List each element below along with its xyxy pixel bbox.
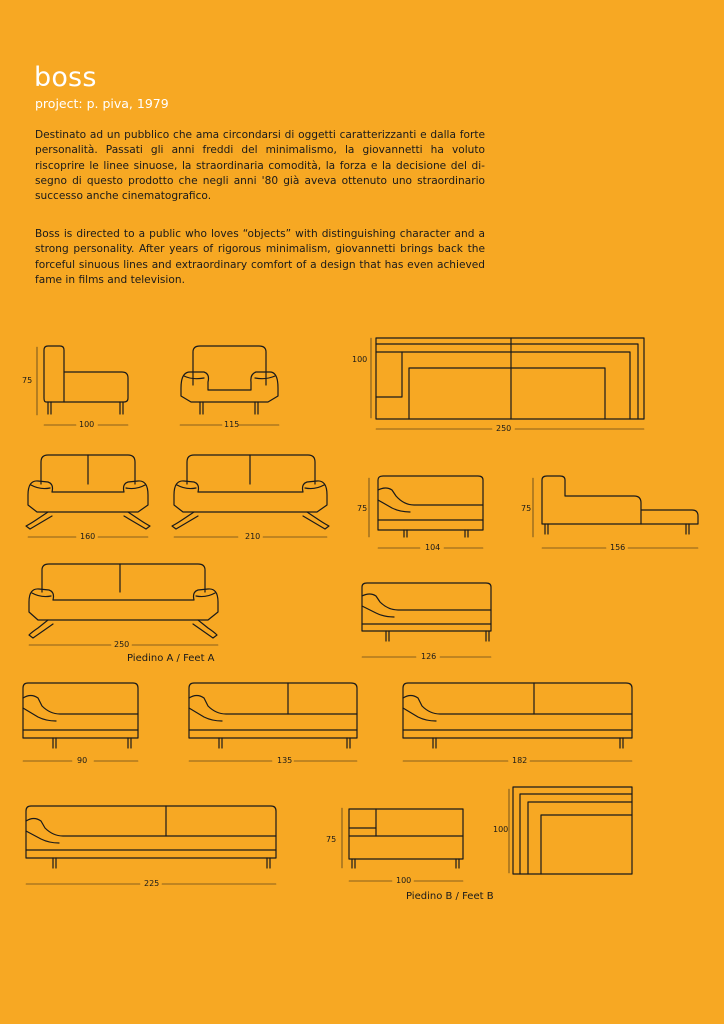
dim-module-156-width: 156	[610, 543, 626, 552]
dim-chaise-top-depth: 100	[352, 355, 368, 364]
dim-armchair-front-width: 115	[224, 420, 240, 429]
dim-module-135-width: 135	[277, 756, 293, 765]
dim-corner-height: 75	[326, 835, 337, 844]
dim-armchair-side-height: 75	[22, 376, 33, 385]
dim-sofa-160-width: 160	[80, 532, 96, 541]
dim-module-104-width: 104	[425, 543, 441, 552]
sofa-250-drawing	[29, 564, 218, 645]
dim-module-182-width: 182	[512, 756, 528, 765]
armchair-side-drawing	[37, 346, 128, 425]
description-english: Boss is directed to a public who loves “objects” with distinguishing character and a strong personality. After years of rigorous minimalism, giovannetti brings back the forceful sinuous lines and extraordinary comfort of a design that has even achieved fame in films and television.	[35, 228, 485, 286]
module-126-drawing	[362, 583, 491, 657]
module-104-drawing	[369, 476, 483, 548]
dim-sofa-250-width: 250	[114, 640, 130, 649]
sofa-210-drawing	[172, 455, 329, 537]
sofa-160-drawing	[26, 455, 150, 537]
chaise-top-drawing	[371, 338, 644, 429]
caption-feet-a: Piedino A / Feet A	[127, 653, 215, 664]
dim-sofa-210-width: 210	[245, 532, 261, 541]
module-225-drawing	[26, 806, 276, 884]
corner-top-drawing	[509, 787, 632, 874]
module-156-drawing	[533, 476, 698, 548]
dim-chaise-top-width: 250	[496, 424, 512, 433]
armchair-front-drawing	[180, 346, 279, 425]
dim-module-126-width: 126	[421, 652, 437, 661]
module-135-drawing	[189, 683, 357, 761]
dim-armchair-side-width: 100	[79, 420, 95, 429]
module-90-drawing	[23, 683, 138, 761]
product-title: boss	[34, 62, 97, 93]
dim-module-90-width: 90	[77, 756, 88, 765]
corner-side-drawing	[342, 808, 463, 881]
dim-module-225-width: 225	[144, 879, 160, 888]
project-subtitle: project: p. piva, 1979	[35, 96, 169, 111]
dim-corner-width: 100	[396, 876, 412, 885]
module-182-drawing	[403, 683, 632, 761]
dim-corner-top-depth: 100	[493, 825, 509, 834]
dim-module-156-height: 75	[521, 504, 532, 513]
dim-module-104-height: 75	[357, 504, 368, 513]
description-italian: Destinato ad un pubblico che ama circondarsi di oggetti caratterizzanti e dalla forte personalità. Passati gli anni freddi del minimalismo, la giovannetti ha voluto riscoprire le linee sinuose, la straordinaria comodità, la forza e la decisione del di-segno di questo prodotto che negli anni '80 già aveva ottenuto uno straordinario successo anche cinematografico.	[35, 129, 485, 203]
caption-feet-b: Piedino B / Feet B	[406, 891, 494, 902]
